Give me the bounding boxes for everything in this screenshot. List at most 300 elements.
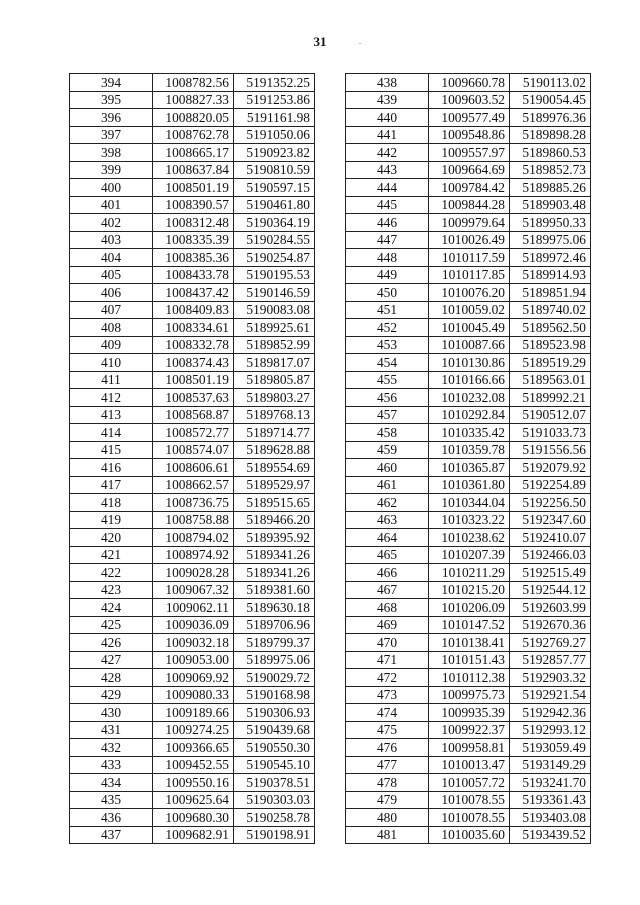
y-coordinate-cell: 5190029.72 <box>234 669 315 687</box>
point-number-cell: 476 <box>346 739 429 757</box>
table-row <box>346 739 591 757</box>
x-coordinate-cell: 1008568.87 <box>153 406 234 424</box>
table-row <box>346 424 591 442</box>
x-coordinate-cell: 1010335.42 <box>429 424 510 442</box>
y-coordinate-cell: 5189903.48 <box>510 196 591 214</box>
x-coordinate-cell: 1008374.43 <box>153 354 234 372</box>
y-coordinate-cell: 5190254.87 <box>234 249 315 267</box>
y-coordinate-cell: 5189341.26 <box>234 564 315 582</box>
y-coordinate-cell: 5190168.98 <box>234 686 315 704</box>
y-coordinate-cell: 5193149.29 <box>510 756 591 774</box>
y-coordinate-cell: 5191050.06 <box>234 126 315 144</box>
x-coordinate-cell: 1009189.66 <box>153 704 234 722</box>
point-number-cell: 465 <box>346 546 429 564</box>
x-coordinate-cell: 1010078.55 <box>429 809 510 827</box>
x-coordinate-cell: 1010045.49 <box>429 319 510 337</box>
y-coordinate-cell: 5189466.20 <box>234 511 315 529</box>
table-row <box>70 91 315 109</box>
point-number-cell: 447 <box>346 231 429 249</box>
point-number-cell: 439 <box>346 91 429 109</box>
point-number-cell: 457 <box>346 406 429 424</box>
table-row <box>346 266 591 284</box>
y-coordinate-cell: 5190306.93 <box>234 704 315 722</box>
x-coordinate-cell: 1010117.85 <box>429 266 510 284</box>
x-coordinate-cell: 1008762.78 <box>153 126 234 144</box>
x-coordinate-cell: 1008662.57 <box>153 476 234 494</box>
table-row <box>70 651 315 669</box>
table-row <box>70 389 315 407</box>
x-coordinate-cell: 1009680.30 <box>153 809 234 827</box>
y-coordinate-cell: 5190198.91 <box>234 826 315 844</box>
y-coordinate-cell: 5190146.59 <box>234 284 315 302</box>
table-row <box>70 144 315 162</box>
table-row <box>346 546 591 564</box>
table-row <box>70 581 315 599</box>
table-row <box>70 109 315 127</box>
y-coordinate-cell: 5190083.08 <box>234 301 315 319</box>
point-number-cell: 473 <box>346 686 429 704</box>
table-row <box>70 686 315 704</box>
table-row <box>346 669 591 687</box>
y-coordinate-cell: 5189714.77 <box>234 424 315 442</box>
point-number-cell: 474 <box>346 704 429 722</box>
point-number-cell: 472 <box>346 669 429 687</box>
y-coordinate-cell: 5190810.59 <box>234 161 315 179</box>
point-number-cell: 461 <box>346 476 429 494</box>
table-row <box>70 546 315 564</box>
x-coordinate-cell: 1009053.00 <box>153 651 234 669</box>
x-coordinate-cell: 1009557.97 <box>429 144 510 162</box>
point-number-cell: 448 <box>346 249 429 267</box>
x-coordinate-cell: 1010078.55 <box>429 791 510 809</box>
table-row <box>346 809 591 827</box>
coordinates-table-right <box>345 73 591 844</box>
scan-mark: · <box>358 36 362 50</box>
x-coordinate-cell: 1010365.87 <box>429 459 510 477</box>
y-coordinate-cell: 5190378.51 <box>234 774 315 792</box>
table-row <box>70 826 315 844</box>
x-coordinate-cell: 1009548.86 <box>429 126 510 144</box>
table-row <box>346 301 591 319</box>
y-coordinate-cell: 5190550.30 <box>234 739 315 757</box>
y-coordinate-cell: 5190923.82 <box>234 144 315 162</box>
point-number-cell: 462 <box>346 494 429 512</box>
y-coordinate-cell: 5190364.19 <box>234 214 315 232</box>
y-coordinate-cell: 5192993.12 <box>510 721 591 739</box>
x-coordinate-cell: 1009979.64 <box>429 214 510 232</box>
table-row <box>346 774 591 792</box>
x-coordinate-cell: 1008827.33 <box>153 91 234 109</box>
table-row <box>70 704 315 722</box>
table-row <box>346 284 591 302</box>
y-coordinate-cell: 5192254.89 <box>510 476 591 494</box>
point-number-cell: 407 <box>70 301 153 319</box>
x-coordinate-cell: 1010232.08 <box>429 389 510 407</box>
point-number-cell: 432 <box>70 739 153 757</box>
table-row <box>346 109 591 127</box>
y-coordinate-cell: 5189768.13 <box>234 406 315 424</box>
x-coordinate-cell: 1010130.86 <box>429 354 510 372</box>
table-row <box>346 91 591 109</box>
x-coordinate-cell: 1008385.36 <box>153 249 234 267</box>
y-coordinate-cell: 5192347.60 <box>510 511 591 529</box>
x-coordinate-cell: 1010215.20 <box>429 581 510 599</box>
table-row <box>346 581 591 599</box>
table-row <box>346 511 591 529</box>
x-coordinate-cell: 1009660.78 <box>429 74 510 92</box>
x-coordinate-cell: 1009274.25 <box>153 721 234 739</box>
x-coordinate-cell: 1010117.59 <box>429 249 510 267</box>
y-coordinate-cell: 5192857.77 <box>510 651 591 669</box>
x-coordinate-cell: 1010359.78 <box>429 441 510 459</box>
table-row <box>70 74 315 92</box>
table-row <box>346 721 591 739</box>
table-row <box>346 441 591 459</box>
x-coordinate-cell: 1008334.61 <box>153 319 234 337</box>
point-number-cell: 420 <box>70 529 153 547</box>
table-row <box>346 249 591 267</box>
point-number-cell: 402 <box>70 214 153 232</box>
x-coordinate-cell: 1008974.92 <box>153 546 234 564</box>
point-number-cell: 464 <box>346 529 429 547</box>
x-coordinate-cell: 1010207.39 <box>429 546 510 564</box>
point-number-cell: 419 <box>70 511 153 529</box>
x-coordinate-cell: 1010138.41 <box>429 634 510 652</box>
point-number-cell: 410 <box>70 354 153 372</box>
y-coordinate-cell: 5193059.49 <box>510 739 591 757</box>
coordinates-table-left <box>69 73 315 844</box>
y-coordinate-cell: 5192079.92 <box>510 459 591 477</box>
x-coordinate-cell: 1010211.29 <box>429 564 510 582</box>
point-number-cell: 396 <box>70 109 153 127</box>
point-number-cell: 422 <box>70 564 153 582</box>
table-row <box>70 476 315 494</box>
point-number-cell: 450 <box>346 284 429 302</box>
point-number-cell: 406 <box>70 284 153 302</box>
y-coordinate-cell: 5189341.26 <box>234 546 315 564</box>
y-coordinate-cell: 5193241.70 <box>510 774 591 792</box>
y-coordinate-cell: 5192942.36 <box>510 704 591 722</box>
point-number-cell: 403 <box>70 231 153 249</box>
table-row <box>70 284 315 302</box>
point-number-cell: 395 <box>70 91 153 109</box>
point-number-cell: 428 <box>70 669 153 687</box>
x-coordinate-cell: 1009080.33 <box>153 686 234 704</box>
point-number-cell: 451 <box>346 301 429 319</box>
y-coordinate-cell: 5190284.55 <box>234 231 315 249</box>
point-number-cell: 412 <box>70 389 153 407</box>
x-coordinate-cell: 1008606.61 <box>153 459 234 477</box>
y-coordinate-cell: 5189805.87 <box>234 371 315 389</box>
y-coordinate-cell: 5189925.61 <box>234 319 315 337</box>
y-coordinate-cell: 5190597.15 <box>234 179 315 197</box>
x-coordinate-cell: 1008312.48 <box>153 214 234 232</box>
x-coordinate-cell: 1009366.65 <box>153 739 234 757</box>
y-coordinate-cell: 5189851.94 <box>510 284 591 302</box>
y-coordinate-cell: 5189395.92 <box>234 529 315 547</box>
table-row <box>346 214 591 232</box>
point-number-cell: 427 <box>70 651 153 669</box>
table-row <box>346 494 591 512</box>
y-coordinate-cell: 5189975.06 <box>234 651 315 669</box>
x-coordinate-cell: 1008782.56 <box>153 74 234 92</box>
point-number-cell: 401 <box>70 196 153 214</box>
table-row <box>346 231 591 249</box>
y-coordinate-cell: 5189803.27 <box>234 389 315 407</box>
x-coordinate-cell: 1008794.02 <box>153 529 234 547</box>
x-coordinate-cell: 1009067.32 <box>153 581 234 599</box>
x-coordinate-cell: 1010361.80 <box>429 476 510 494</box>
table-row <box>70 301 315 319</box>
table-row <box>70 196 315 214</box>
table-row <box>346 686 591 704</box>
table-row <box>70 529 315 547</box>
table-row <box>346 74 591 92</box>
y-coordinate-cell: 5189817.07 <box>234 354 315 372</box>
x-coordinate-cell: 1008335.39 <box>153 231 234 249</box>
point-number-cell: 466 <box>346 564 429 582</box>
table-row <box>346 476 591 494</box>
y-coordinate-cell: 5189554.69 <box>234 459 315 477</box>
point-number-cell: 446 <box>346 214 429 232</box>
x-coordinate-cell: 1008665.17 <box>153 144 234 162</box>
table-row <box>70 616 315 634</box>
x-coordinate-cell: 1010057.72 <box>429 774 510 792</box>
point-number-cell: 398 <box>70 144 153 162</box>
table-row <box>70 511 315 529</box>
point-number-cell: 471 <box>346 651 429 669</box>
x-coordinate-cell: 1008501.19 <box>153 179 234 197</box>
point-number-cell: 426 <box>70 634 153 652</box>
x-coordinate-cell: 1010206.09 <box>429 599 510 617</box>
y-coordinate-cell: 5189852.73 <box>510 161 591 179</box>
point-number-cell: 452 <box>346 319 429 337</box>
x-coordinate-cell: 1010323.22 <box>429 511 510 529</box>
point-number-cell: 443 <box>346 161 429 179</box>
table-row <box>346 634 591 652</box>
y-coordinate-cell: 5189975.06 <box>510 231 591 249</box>
table-row <box>70 809 315 827</box>
table-row <box>70 231 315 249</box>
table-row <box>70 126 315 144</box>
point-number-cell: 415 <box>70 441 153 459</box>
y-coordinate-cell: 5189852.99 <box>234 336 315 354</box>
point-number-cell: 458 <box>346 424 429 442</box>
x-coordinate-cell: 1009603.52 <box>429 91 510 109</box>
table-row <box>346 704 591 722</box>
y-coordinate-cell: 5189381.60 <box>234 581 315 599</box>
point-number-cell: 433 <box>70 756 153 774</box>
y-coordinate-cell: 5193361.43 <box>510 791 591 809</box>
x-coordinate-cell: 1008437.42 <box>153 284 234 302</box>
y-coordinate-cell: 5192670.36 <box>510 616 591 634</box>
x-coordinate-cell: 1010076.20 <box>429 284 510 302</box>
y-coordinate-cell: 5192921.54 <box>510 686 591 704</box>
table-row <box>70 669 315 687</box>
table-row <box>70 336 315 354</box>
y-coordinate-cell: 5189898.28 <box>510 126 591 144</box>
table-row <box>346 144 591 162</box>
x-coordinate-cell: 1008390.57 <box>153 196 234 214</box>
x-coordinate-cell: 1009577.49 <box>429 109 510 127</box>
x-coordinate-cell: 1009664.69 <box>429 161 510 179</box>
point-number-cell: 445 <box>346 196 429 214</box>
x-coordinate-cell: 1010112.38 <box>429 669 510 687</box>
x-coordinate-cell: 1008758.88 <box>153 511 234 529</box>
y-coordinate-cell: 5191556.56 <box>510 441 591 459</box>
x-coordinate-cell: 1010013.47 <box>429 756 510 774</box>
y-coordinate-cell: 5190461.80 <box>234 196 315 214</box>
table-row <box>346 336 591 354</box>
table-row <box>70 774 315 792</box>
table-row <box>70 459 315 477</box>
table-row <box>70 406 315 424</box>
y-coordinate-cell: 5189562.50 <box>510 319 591 337</box>
point-number-cell: 480 <box>346 809 429 827</box>
table-row <box>346 616 591 634</box>
x-coordinate-cell: 1010026.49 <box>429 231 510 249</box>
point-number-cell: 438 <box>346 74 429 92</box>
x-coordinate-cell: 1009028.28 <box>153 564 234 582</box>
x-coordinate-cell: 1009062.11 <box>153 599 234 617</box>
point-number-cell: 436 <box>70 809 153 827</box>
point-number-cell: 429 <box>70 686 153 704</box>
point-number-cell: 434 <box>70 774 153 792</box>
x-coordinate-cell: 1009922.37 <box>429 721 510 739</box>
x-coordinate-cell: 1009682.91 <box>153 826 234 844</box>
y-coordinate-cell: 5189630.18 <box>234 599 315 617</box>
x-coordinate-cell: 1010166.66 <box>429 371 510 389</box>
point-number-cell: 444 <box>346 179 429 197</box>
x-coordinate-cell: 1010059.02 <box>429 301 510 319</box>
point-number-cell: 418 <box>70 494 153 512</box>
x-coordinate-cell: 1010344.04 <box>429 494 510 512</box>
x-coordinate-cell: 1009975.73 <box>429 686 510 704</box>
point-number-cell: 479 <box>346 791 429 809</box>
x-coordinate-cell: 1009032.18 <box>153 634 234 652</box>
y-coordinate-cell: 5192256.50 <box>510 494 591 512</box>
point-number-cell: 441 <box>346 126 429 144</box>
y-coordinate-cell: 5189950.33 <box>510 214 591 232</box>
x-coordinate-cell: 1008574.07 <box>153 441 234 459</box>
y-coordinate-cell: 5192903.32 <box>510 669 591 687</box>
table-row <box>70 249 315 267</box>
point-number-cell: 470 <box>346 634 429 652</box>
x-coordinate-cell: 1010087.66 <box>429 336 510 354</box>
y-coordinate-cell: 5193403.08 <box>510 809 591 827</box>
table-row <box>70 161 315 179</box>
point-number-cell: 400 <box>70 179 153 197</box>
point-number-cell: 456 <box>346 389 429 407</box>
table-row <box>346 564 591 582</box>
x-coordinate-cell: 1010035.60 <box>429 826 510 844</box>
x-coordinate-cell: 1009550.16 <box>153 774 234 792</box>
x-coordinate-cell: 1008637.84 <box>153 161 234 179</box>
y-coordinate-cell: 5189523.98 <box>510 336 591 354</box>
y-coordinate-cell: 5189740.02 <box>510 301 591 319</box>
table-row <box>346 389 591 407</box>
x-coordinate-cell: 1010238.62 <box>429 529 510 547</box>
table-row <box>70 424 315 442</box>
x-coordinate-cell: 1009935.39 <box>429 704 510 722</box>
table-row <box>346 126 591 144</box>
y-coordinate-cell: 5191161.98 <box>234 109 315 127</box>
y-coordinate-cell: 5190113.02 <box>510 74 591 92</box>
y-coordinate-cell: 5190545.10 <box>234 756 315 774</box>
table-row <box>70 371 315 389</box>
point-number-cell: 425 <box>70 616 153 634</box>
table-row <box>346 459 591 477</box>
table-row <box>346 529 591 547</box>
point-number-cell: 453 <box>346 336 429 354</box>
table-row <box>70 564 315 582</box>
y-coordinate-cell: 5192466.03 <box>510 546 591 564</box>
point-number-cell: 413 <box>70 406 153 424</box>
point-number-cell: 431 <box>70 721 153 739</box>
table-row <box>346 179 591 197</box>
y-coordinate-cell: 5192515.49 <box>510 564 591 582</box>
table-row <box>70 319 315 337</box>
point-number-cell: 437 <box>70 826 153 844</box>
y-coordinate-cell: 5190512.07 <box>510 406 591 424</box>
x-coordinate-cell: 1008433.78 <box>153 266 234 284</box>
x-coordinate-cell: 1008537.63 <box>153 389 234 407</box>
point-number-cell: 394 <box>70 74 153 92</box>
y-coordinate-cell: 5190303.03 <box>234 791 315 809</box>
x-coordinate-cell: 1008332.78 <box>153 336 234 354</box>
table-row <box>70 599 315 617</box>
table-row <box>70 266 315 284</box>
y-coordinate-cell: 5189515.65 <box>234 494 315 512</box>
y-coordinate-cell: 5191253.86 <box>234 91 315 109</box>
point-number-cell: 408 <box>70 319 153 337</box>
y-coordinate-cell: 5189992.21 <box>510 389 591 407</box>
y-coordinate-cell: 5189706.96 <box>234 616 315 634</box>
y-coordinate-cell: 5192603.99 <box>510 599 591 617</box>
table-row <box>346 371 591 389</box>
x-coordinate-cell: 1009958.81 <box>429 739 510 757</box>
point-number-cell: 455 <box>346 371 429 389</box>
y-coordinate-cell: 5192410.07 <box>510 529 591 547</box>
point-number-cell: 416 <box>70 459 153 477</box>
y-coordinate-cell: 5189972.46 <box>510 249 591 267</box>
table-row <box>70 214 315 232</box>
point-number-cell: 397 <box>70 126 153 144</box>
y-coordinate-cell: 5191352.25 <box>234 74 315 92</box>
point-number-cell: 423 <box>70 581 153 599</box>
x-coordinate-cell: 1008736.75 <box>153 494 234 512</box>
table-row <box>70 721 315 739</box>
point-number-cell: 460 <box>346 459 429 477</box>
table-row <box>346 599 591 617</box>
table-row <box>346 161 591 179</box>
x-coordinate-cell: 1008820.05 <box>153 109 234 127</box>
point-number-cell: 409 <box>70 336 153 354</box>
page-number: 31 <box>313 34 327 49</box>
x-coordinate-cell: 1010147.52 <box>429 616 510 634</box>
y-coordinate-cell: 5190258.78 <box>234 809 315 827</box>
table-row <box>70 354 315 372</box>
table-row <box>70 179 315 197</box>
x-coordinate-cell: 1009844.28 <box>429 196 510 214</box>
point-number-cell: 454 <box>346 354 429 372</box>
table-row <box>346 826 591 844</box>
y-coordinate-cell: 5189885.26 <box>510 179 591 197</box>
point-number-cell: 459 <box>346 441 429 459</box>
table-row <box>346 756 591 774</box>
y-coordinate-cell: 5192769.27 <box>510 634 591 652</box>
x-coordinate-cell: 1008572.77 <box>153 424 234 442</box>
